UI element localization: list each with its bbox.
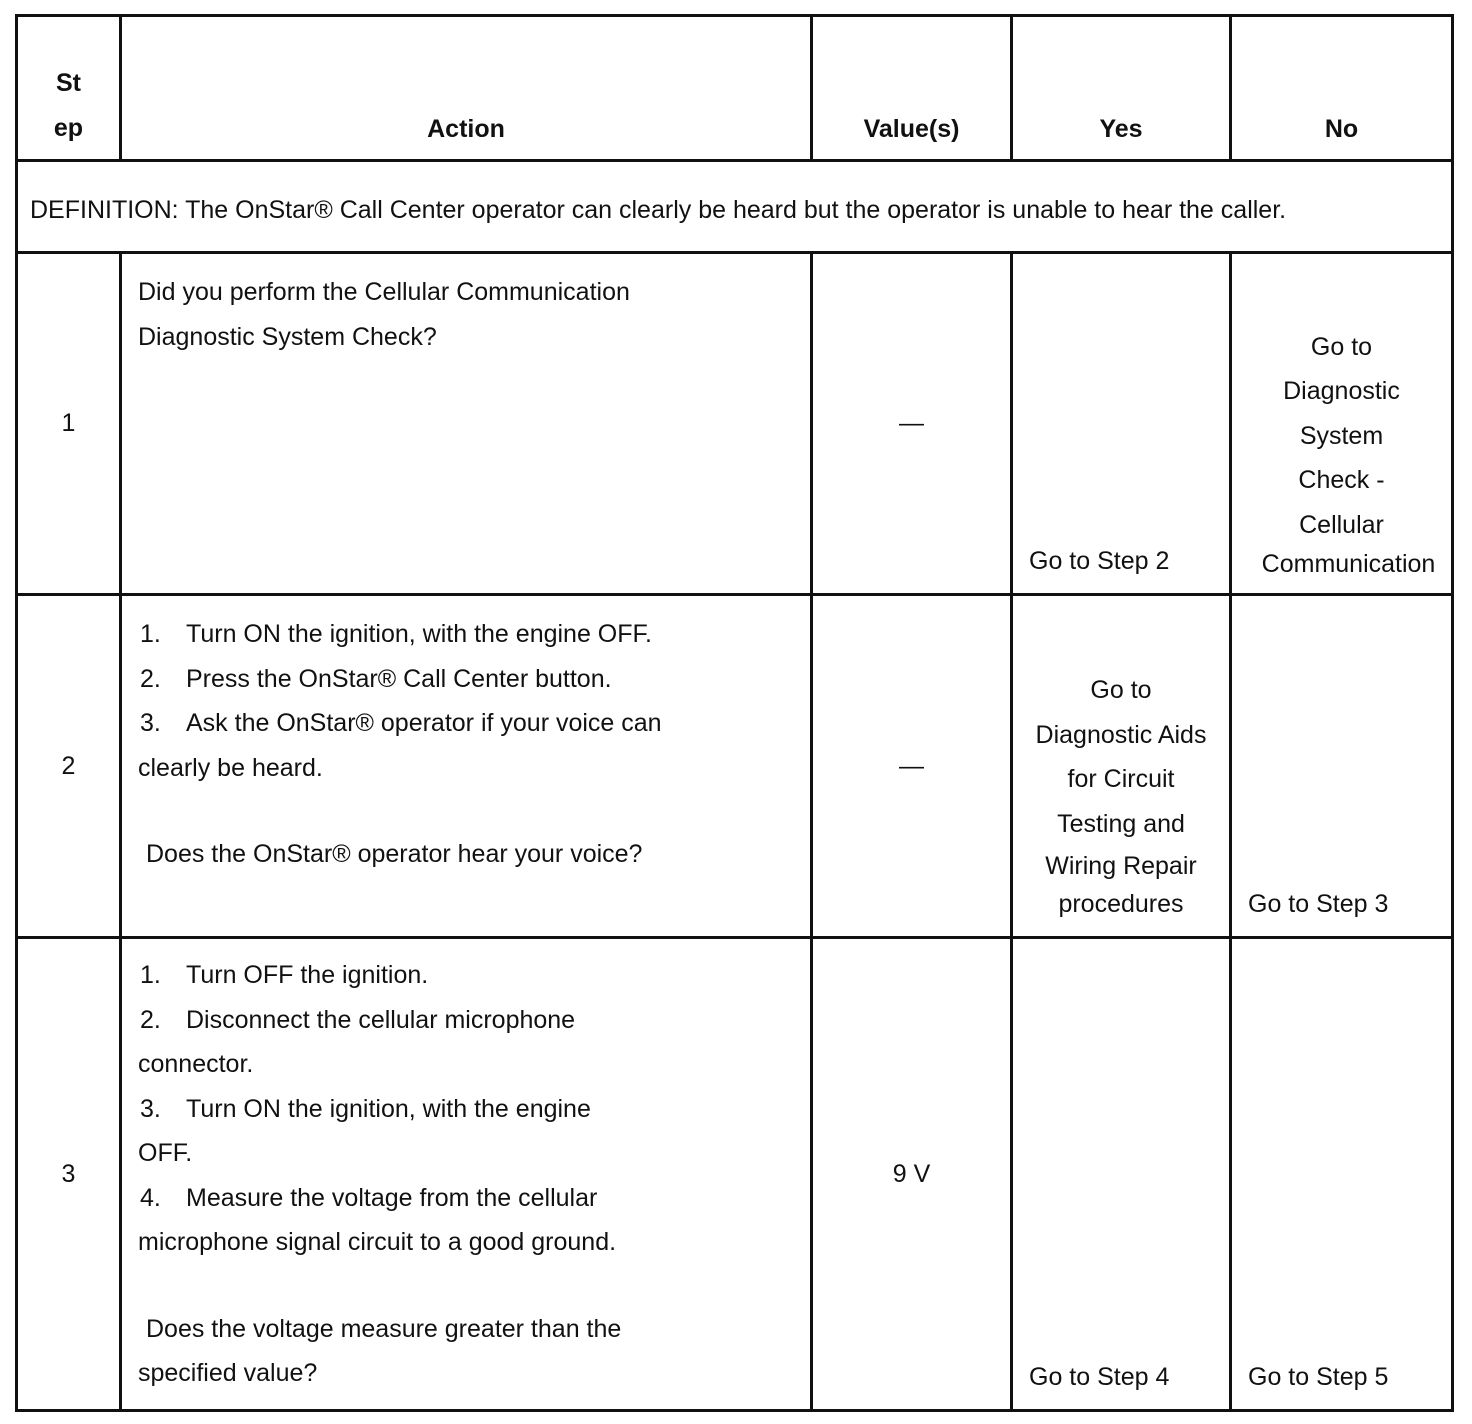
yes-cell: Go to Step 2 xyxy=(1012,253,1231,595)
value-cell: 9 V xyxy=(812,938,1012,1411)
action-item: 3. Ask the OnStar® operator if your voice can xyxy=(140,709,662,737)
step-number: 1 xyxy=(17,253,121,595)
no-cell: Go to Step 3 xyxy=(1231,595,1453,938)
yes-cell: Go to Step 4 xyxy=(1012,938,1231,1411)
header-step: St ep xyxy=(17,16,121,161)
table-row xyxy=(17,938,1453,1411)
header-no: No xyxy=(1231,16,1453,161)
action-item: 4. Measure the voltage from the cellular xyxy=(140,1183,598,1212)
no-cell: Go to Step 5 xyxy=(1231,938,1453,1411)
definition-row xyxy=(17,161,1453,253)
diagnostic-table xyxy=(15,14,1454,1412)
table-row xyxy=(17,595,1453,938)
step-number: 2 xyxy=(17,595,121,938)
header-action: Action xyxy=(121,16,812,161)
step-number: 3 xyxy=(17,938,121,1411)
action-cell: 1. Turn OFF the ignition. 2. Disconnect the cellular microphone connector. 3. Turn ON the ignition, with the engine OFF. 4. Measure the voltage from the cellular microphone signal circuit to a good ground. Does the voltage measure greater than the specified value? xyxy=(121,938,812,1411)
definition-text: DEFINITION: The OnStar® Call Center operator can clearly be heard but the operator is unable to hear the caller. xyxy=(17,161,1453,253)
action-item: 1. Turn ON the ignition, with the engine OFF. xyxy=(140,620,652,648)
header-values: Value(s) xyxy=(812,16,1012,161)
yes-cell: Go to Diagnostic Aids for Circuit Testing and Wiring Repair procedures xyxy=(1012,595,1231,938)
header-row xyxy=(17,16,1453,161)
no-cell: Go to Diagnostic System Check - Cellular Communication xyxy=(1231,253,1453,595)
action-cell xyxy=(121,253,812,595)
value-cell: — xyxy=(812,253,1012,595)
action-question: Does the OnStar® operator hear your voice? xyxy=(146,840,643,868)
action-cell: 1. Turn ON the ignition, with the engine OFF. 2. Press the OnStar® Call Center button. 3. Ask the OnStar® operator if your voice can clearly be heard. Does the OnStar® operator hear your voice? xyxy=(121,595,812,938)
action-item: 3. Turn ON the ignition, with the engine xyxy=(140,1094,591,1123)
action-line: Did you perform the Cellular Communication xyxy=(138,278,630,306)
value-cell: — xyxy=(812,595,1012,938)
action-item: 2. Disconnect the cellular microphone xyxy=(140,1005,576,1034)
table-row xyxy=(17,253,1453,595)
action-item: 1. Turn OFF the ignition. xyxy=(140,961,429,989)
action-line: Diagnostic System Check? xyxy=(138,322,437,351)
action-question: Does the voltage measure greater than the xyxy=(146,1314,622,1343)
action-item: 2. Press the OnStar® Call Center button. xyxy=(140,664,612,693)
header-yes: Yes xyxy=(1012,16,1231,161)
